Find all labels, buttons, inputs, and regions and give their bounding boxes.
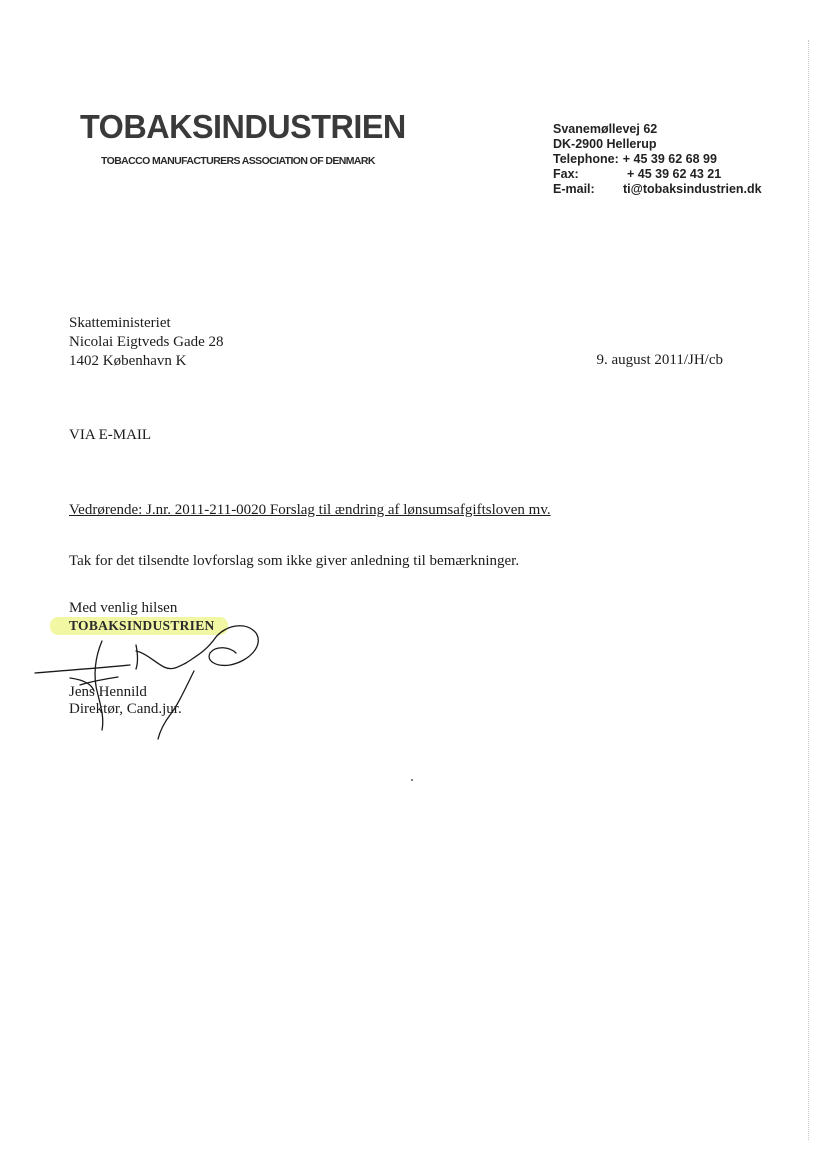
contact-fax-row [553,167,762,182]
letter-body: Tak for det tilsendte lovforslag som ikke giver anledning til bemærkninger. [69,553,520,569]
contact-email-value: ti@tobaksindustrien.dk [623,182,762,196]
contact-street: Svanemøllevej 62 [553,122,658,136]
contact-fax-label: Fax: [553,167,579,181]
sender-organization: TOBAKSINDUSTRIEN [69,618,215,633]
signer-name: Jens Hennild [69,684,147,700]
contact-city: DK-2900 Hellerup [553,137,657,151]
contact-block [553,122,762,197]
recipient-name: Skatteministeriet [69,315,171,331]
letter-subject: Vedrørende: J.nr. 2011-211-0020 Forslag til ændring af lønsumsafgiftsloven mv. [69,502,551,518]
recipient-street: Nicolai Eigtveds Gade 28 [69,334,224,350]
recipient-address [69,314,224,371]
company-tagline: TOBACCO MANUFACTURERS ASSOCIATION OF DENMARK [101,155,375,167]
contact-email-row [553,182,762,197]
contact-phone-label: Telephone: [553,152,619,166]
scan-edge-line [808,40,810,1140]
signer-title: Direktør, Cand.jur. [69,701,182,717]
scan-speck [411,779,413,781]
contact-fax-value: + 45 39 62 43 21 [627,167,722,181]
handwritten-signature [30,615,270,745]
company-logo-title: TOBAKSINDUSTRIEN [80,108,406,145]
delivery-method: VIA E-MAIL [69,427,152,443]
contact-phone-row [553,152,762,167]
letter-date-reference: 9. august 2011/JH/cb [596,352,723,368]
recipient-city: 1402 København K [69,353,187,369]
closing-salutation: Med venlig hilsen [69,600,178,616]
contact-phone-value: + 45 39 62 68 99 [622,152,717,166]
contact-email-label: E-mail: [553,182,595,196]
